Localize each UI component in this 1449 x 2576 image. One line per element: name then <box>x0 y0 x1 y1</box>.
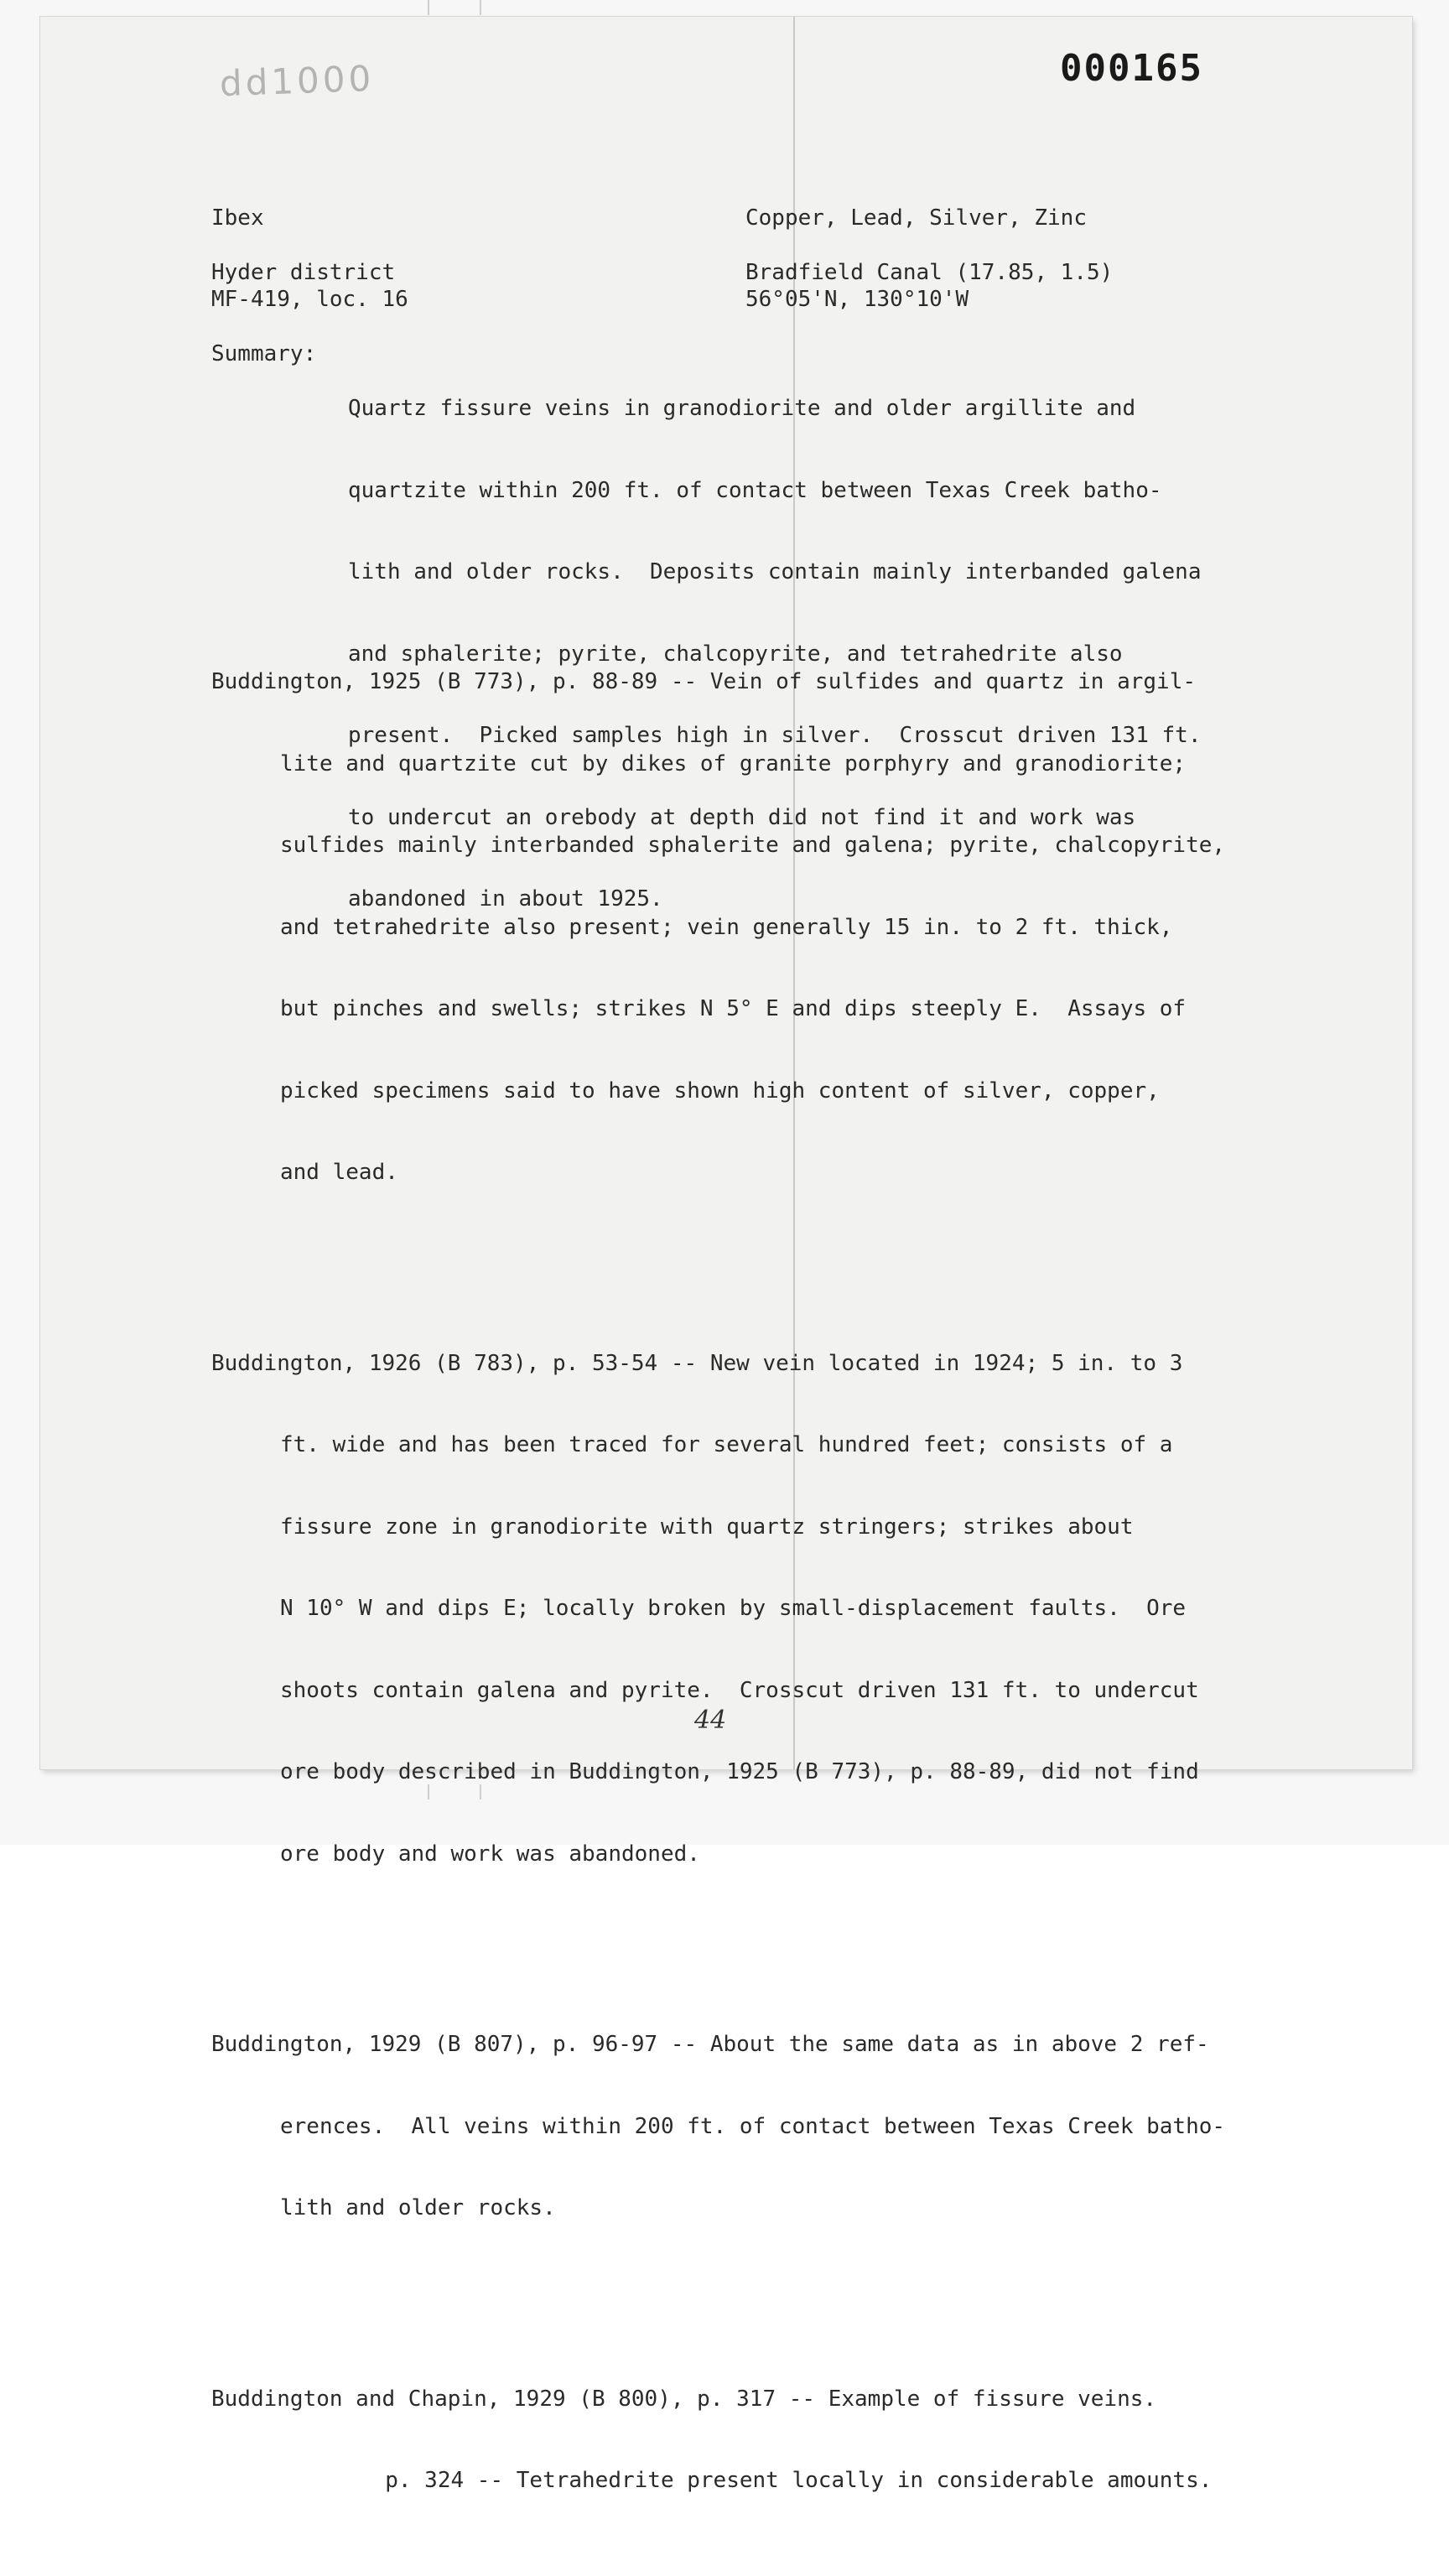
reference-line: lith and older rocks. <box>280 2195 556 2220</box>
reference-line: shoots contain galena and pyrite. Crosscut driven 131 ft. to undercut <box>280 1677 1199 1703</box>
summary-line: abandoned in about 1925. <box>348 886 663 911</box>
reference-line: sulfides mainly interbanded sphalerite and galena; pyrite, chalcopyrite, <box>280 833 1226 858</box>
quadrangle: Bradfield Canal (17.85, 1.5) <box>745 260 1114 285</box>
district: Hyder district <box>211 260 396 285</box>
coordinates: 56°05'N, 130°10'W <box>745 287 969 312</box>
map-reference: MF-419, loc. 16 <box>211 287 408 312</box>
summary-line: and sphalerite; pyrite, chalcopyrite, and tetrahedrite also <box>348 641 1123 667</box>
reference-line: and lead. <box>280 1160 398 1185</box>
summary-line: quartzite within 200 ft. of contact between Texas Creek batho- <box>348 477 1162 503</box>
summary-line: lith and older rocks. Deposits contain mainly interbanded galena <box>348 559 1202 584</box>
reference-line: ore body and work was abandoned. <box>280 1841 700 1867</box>
summary-line: present. Picked samples high in silver. Crosscut driven 131 ft. <box>348 723 1202 748</box>
page-number: 44 <box>694 1706 727 1735</box>
deposit-name: Ibex <box>211 205 264 231</box>
reference-line: ore body described in Buddington, 1925 (B 773), p. 88-89, did not find <box>280 1759 1199 1784</box>
summary-label: Summary: <box>211 341 317 366</box>
reference-item <box>211 1976 1225 2277</box>
reference-line: N 10° W and dips E; locally broken by small-displacement faults. Ore <box>280 1596 1187 1621</box>
reference-line: Buddington, 1925 (B 773), p. 88-89 -- Vein of sulfides and quartz in argil- <box>211 669 1196 694</box>
summary-line: Quartz fissure veins in granodiorite and older argillite and <box>348 396 1136 421</box>
commodities: Copper, Lead, Silver, Zinc <box>745 205 1087 231</box>
reference-line: p. 324 -- Tetrahedrite present locally in considerable amounts. <box>280 2468 1213 2493</box>
references-list <box>211 559 1225 2576</box>
faint-stamp-number: dd1000 <box>219 57 376 105</box>
reference-item <box>211 1296 1225 1923</box>
reference-item <box>211 614 1225 1241</box>
reference-line: and tetrahedrite also present; vein generally 15 in. to 2 ft. thick, <box>280 914 1173 940</box>
reference-line: Buddington and Chapin, 1929 (B 800), p. 317 -- Example of fissure veins. <box>211 2386 1157 2412</box>
reference-line: ft. wide and has been traced for several hundred feet; consists of a <box>280 1432 1173 1457</box>
reference-line: Buddington, 1926 (B 783), p. 53-54 -- New vein located in 1924; 5 in. to 3 <box>211 1350 1183 1376</box>
reference-line: fissure zone in granodiorite with quartz stringers; strikes about <box>280 1514 1134 1540</box>
reference-line: erences. All veins within 200 ft. of contact between Texas Creek batho- <box>280 2113 1226 2139</box>
summary-line: to undercut an orebody at depth did not find it and work was <box>348 804 1136 830</box>
scan-edge-mark-top <box>428 0 481 15</box>
reference-line: picked specimens said to have shown high content of silver, copper, <box>280 1078 1160 1104</box>
reference-line: but pinches and swells; strikes N 5° E and dips steeply E. Assays of <box>280 996 1187 1021</box>
reference-line: lite and quartzite cut by dikes of granite porphyry and granodiorite; <box>280 750 1187 776</box>
reference-line: Buddington, 1929 (B 807), p. 96-97 -- About the same data as in above 2 ref- <box>211 2032 1209 2057</box>
reference-item <box>211 2331 1225 2549</box>
document-stamp-number: 000165 <box>1060 47 1203 90</box>
